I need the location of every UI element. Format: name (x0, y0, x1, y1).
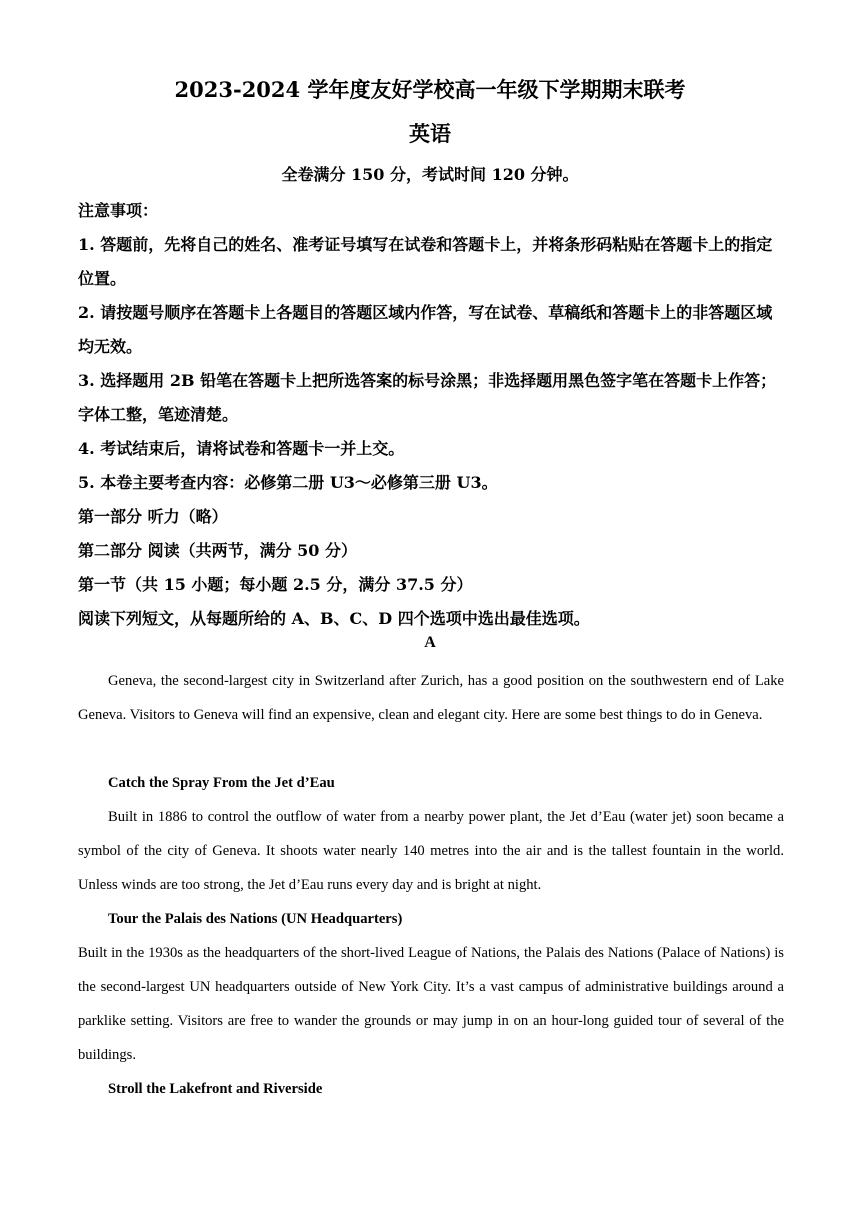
note-item-2: 2. 请按题号顺序在答题卡上各题目的答题区域内作答，写在试卷、草稿纸和答题卡上的非答题区域均无效。 (78, 303, 773, 356)
exam-title: 2023-2024 学年度友好学校高一年级下学期期末联考 (174, 77, 686, 102)
reading-instruction: 阅读下列短文，从每题所给的 A、B、C、D 四个选项中选出最佳选项。 (78, 609, 590, 628)
notes-heading: 注意事项： (78, 201, 159, 220)
note-item-5: 5. 本卷主要考查内容：必修第二册 U3～必修第三册 U3。 (78, 473, 498, 492)
score-info: 全卷满分 150 分，考试时间 120 分钟。 (281, 165, 579, 184)
note-item-1: 1. 答题前，先将自己的姓名、准考证号填写在试卷和答题卡上，并将条形码粘贴在答题卡上的指定位置。 (78, 235, 773, 288)
paragraph-palais-des-nations: Built in the 1930s as the headquarters of the short-lived League of Nations, the Palais des Nations (Palace of Nations) is the second-largest UN headquarters outside of New York City. It’s a vast campus of administrative buildings around a parklike setting. Visitors are free to wander the grounds or may jump in on an hour-long guided tour of several of the buildings. (78, 945, 784, 1063)
subheading-jet-deau: Catch the Spray From the Jet d’Eau (108, 775, 335, 791)
part-one-listening: 第一部分 听力（略） (78, 507, 228, 526)
passage-letter: A (424, 634, 436, 651)
subheading-palais-des-nations: Tour the Palais des Nations (UN Headquarters) (108, 911, 403, 927)
note-item-4: 4. 考试结束后，请将试卷和答题卡一并上交。 (78, 439, 405, 458)
subheading-lakefront: Stroll the Lakefront and Riverside (108, 1081, 323, 1097)
subject-title: 英语 (409, 121, 451, 146)
section-one-heading: 第一节（共 15 小题；每小题 2.5 分，满分 37.5 分） (78, 575, 473, 594)
passage-intro: Geneva, the second-largest city in Switzerland after Zurich, has a good position on the southwestern end of Lake Geneva. Visitors to Geneva will find an expensive, clean and elegant city. Here are some best things to do in Geneva. (78, 673, 784, 723)
note-item-3: 3. 选择题用 2B 铅笔在答题卡上把所选答案的标号涂黑；非选择题用黑色签字笔在答题卡上作答；字体工整，笔迹清楚。 (78, 371, 777, 424)
part-two-reading: 第二部分 阅读（共两节，满分 50 分） (78, 541, 357, 560)
paragraph-jet-deau: Built in 1886 to control the outflow of water from a nearby power plant, the Jet d’Eau (water jet) soon became a symbol of the city of Geneva. It shoots water nearly 140 metres into the air and is the tallest fountain in the world. Unless winds are too strong, the Jet d’Eau runs every day and is bright at night. (78, 809, 784, 893)
